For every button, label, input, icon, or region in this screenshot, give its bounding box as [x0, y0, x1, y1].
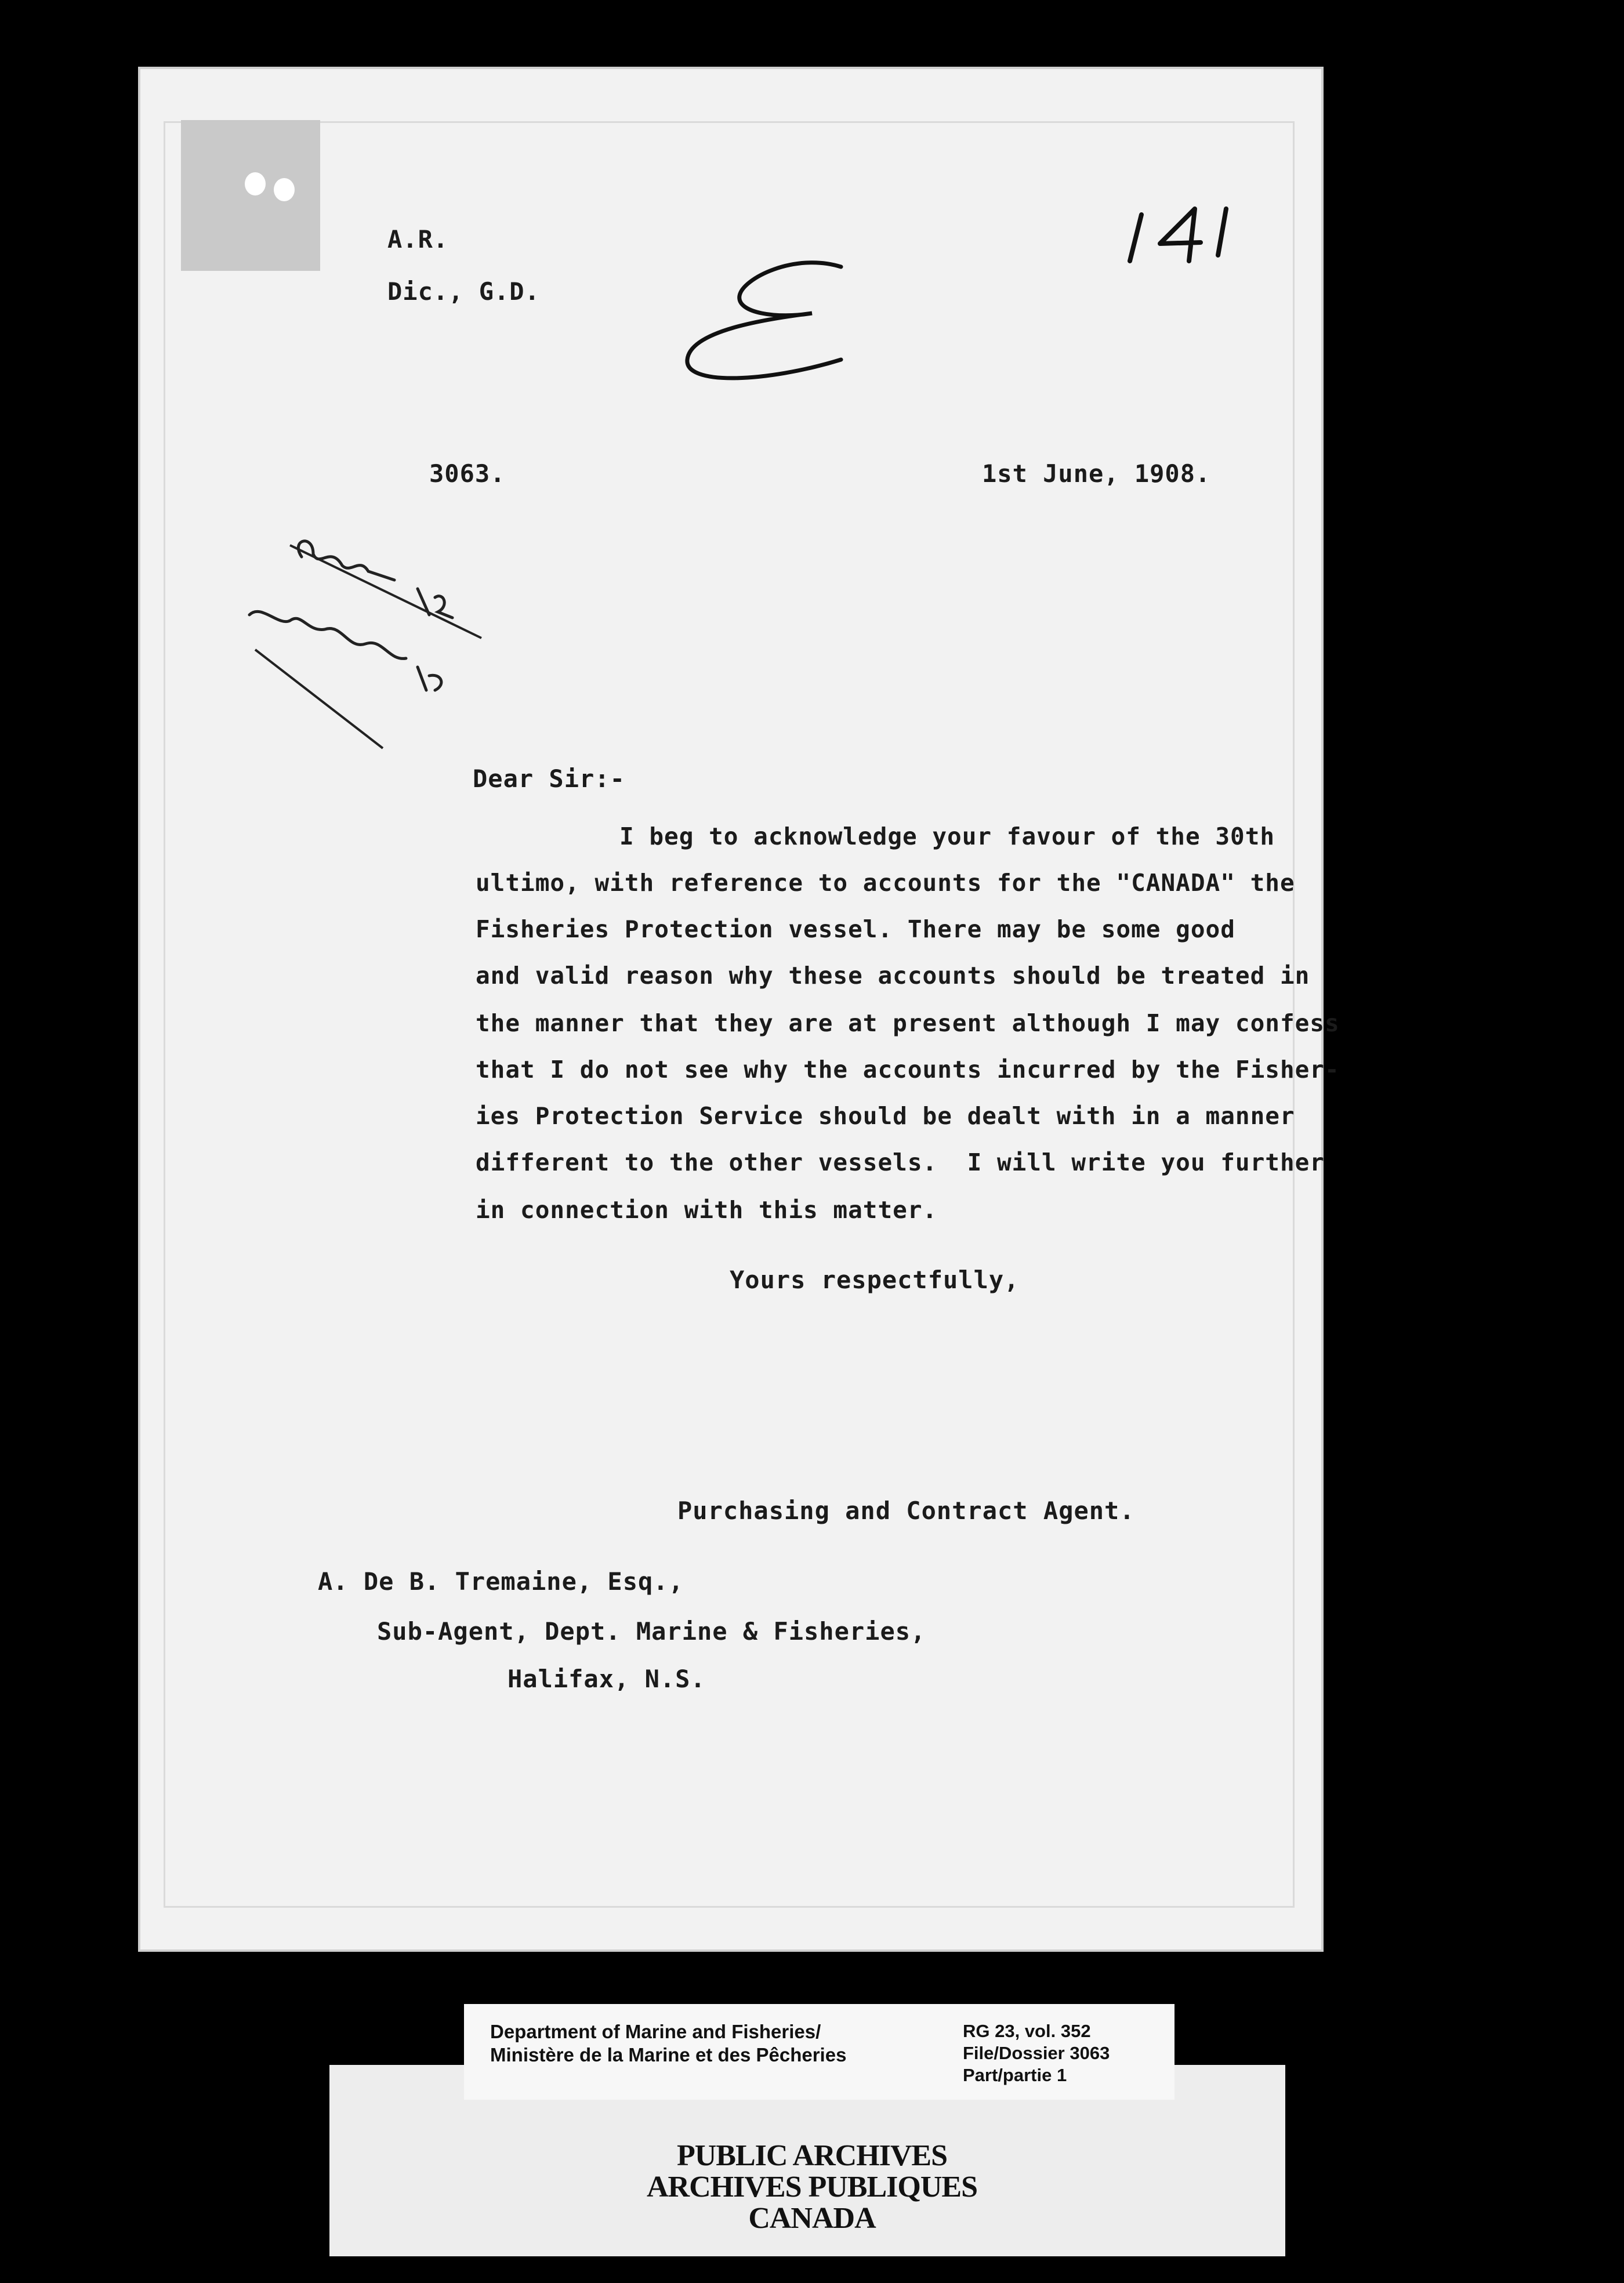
archive-reference-label — [464, 2004, 1174, 2100]
body-line: that I do not see why the accounts incurred by the Fisher- — [476, 1056, 1340, 1083]
stamp-line: PUBLIC ARCHIVES — [676, 2139, 948, 2172]
header-initials-2: Dic., G.D. — [387, 277, 540, 306]
body-line: in connection with this matter. — [476, 1196, 938, 1224]
header-initials-1: A.R. — [387, 225, 449, 253]
addressee-line: Sub-Agent, Dept. Marine & Fisheries, — [377, 1617, 926, 1646]
signature-title: Purchasing and Contract Agent. — [677, 1496, 1135, 1525]
body-line: I beg to acknowledge your favour of the 30th — [619, 822, 1275, 850]
body-line: and valid reason why these accounts should be treated in — [476, 962, 1310, 990]
stamp-line: CANADA — [748, 2202, 876, 2235]
file-number: 3063. — [429, 459, 506, 488]
letter-date: 1st June, 1908. — [982, 459, 1211, 488]
department-name: Department of Marine and Fisheries/ Ministère de la Marine et des Pêcheries — [490, 2021, 847, 2065]
addressee-line: A. De B. Tremaine, Esq., — [318, 1567, 684, 1596]
page-number-text: 141 — [1119, 191, 1121, 192]
body-line: the manner that they are at present although I may confess — [476, 1009, 1340, 1037]
handwritten-page-number — [1119, 191, 1235, 273]
body-line: ultimo, with reference to accounts for the "CANADA" the — [476, 869, 1295, 897]
body-line: ies Protection Service should be dealt with in a manner — [476, 1102, 1295, 1130]
archive-reference: RG 23, vol. 352 File/Dossier 3063 Part/partie 1 — [963, 2021, 1110, 2085]
punch-hole — [274, 178, 295, 201]
page-corner-tab — [181, 120, 320, 271]
addressee-line: Halifax, N.S. — [507, 1665, 706, 1693]
stamp-line: ARCHIVES PUBLIQUES — [646, 2170, 978, 2204]
punch-hole — [245, 172, 266, 195]
handwritten-letter-mark — [679, 255, 853, 394]
closing: Yours respectfully, — [730, 1266, 1020, 1294]
public-archives-stamp — [603, 2140, 1021, 2234]
body-line: Fisheries Protection vessel. There may be some good — [476, 915, 1235, 943]
handwritten-margin-notes — [244, 510, 493, 754]
salutation: Dear Sir:- — [473, 764, 625, 793]
body-line: different to the other vessels. I will write you further — [476, 1148, 1325, 1176]
